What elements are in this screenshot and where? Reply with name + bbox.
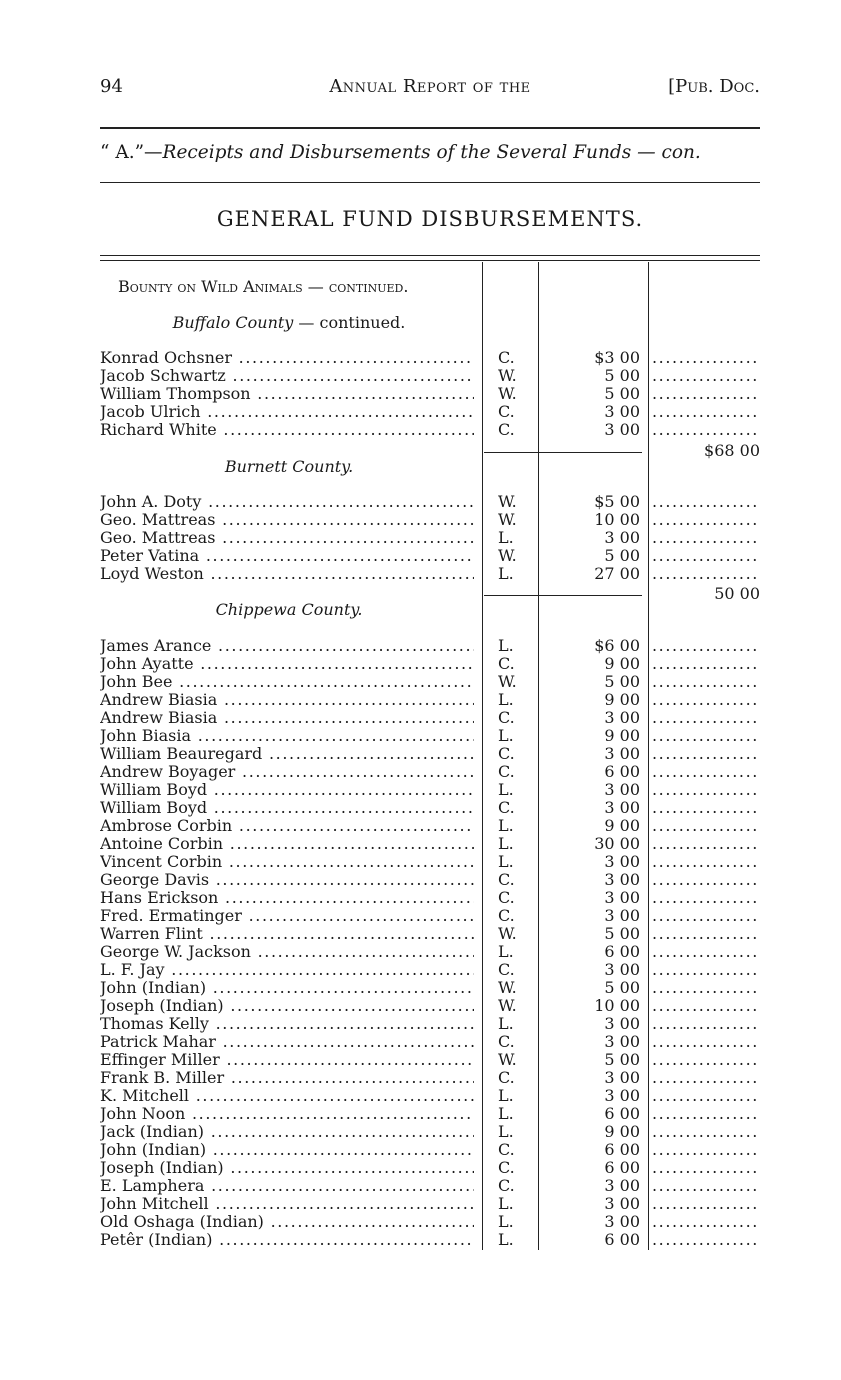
table-row	[100, 727, 760, 745]
leader-dots	[652, 1051, 756, 1069]
animal-code: C.	[498, 870, 515, 889]
animal-code: C.	[498, 762, 515, 781]
leader-dots	[652, 889, 756, 907]
leader-dots	[652, 565, 756, 583]
claimant-name: John Noon .....	[100, 1105, 474, 1123]
table-row	[100, 925, 760, 943]
table-row	[100, 1105, 760, 1123]
bounty-amount: 3 00	[604, 888, 640, 907]
claimant-name: Antoine Corbin .....	[100, 835, 474, 853]
bounty-amount: 3 00	[604, 1212, 640, 1231]
animal-code: C.	[498, 708, 515, 727]
bounty-amount: 3 00	[604, 1194, 640, 1213]
animal-code: C.	[498, 1068, 515, 1087]
animal-code: C.	[498, 654, 515, 673]
claimant-name: E. Lamphera .....	[100, 1177, 474, 1195]
claimant-name: K. Mitchell .....	[100, 1087, 474, 1105]
table-row	[100, 385, 760, 403]
claimant-name: Frank B. Miller .....	[100, 1069, 474, 1087]
bounty-amount: 9 00	[604, 726, 640, 745]
table-top-rule	[100, 255, 760, 261]
table-row	[100, 1069, 760, 1087]
table-row	[100, 511, 760, 529]
leader-dots	[652, 511, 756, 529]
animal-code: L.	[498, 564, 514, 583]
claimant-name: Joseph (Indian) .....	[100, 997, 474, 1015]
page-number: 94	[100, 76, 123, 97]
county-continued: — continued.	[293, 313, 406, 332]
claimant-name: John (Indian) .....	[100, 1141, 474, 1159]
claimant-name: Hans Erickson .....	[100, 889, 474, 907]
leader-dots	[652, 1231, 756, 1249]
table-row	[100, 529, 760, 547]
claimant-name: Thomas Kelly .....	[100, 1015, 474, 1033]
bounty-amount: 3 00	[604, 870, 640, 889]
animal-code: L.	[498, 1212, 514, 1231]
claimant-name: William Boyd .....	[100, 799, 474, 817]
claimant-name: William Boyd .....	[100, 781, 474, 799]
running-title: Annual Report of the	[329, 76, 531, 97]
county-name: Chippewa County.	[215, 600, 363, 619]
leader-dots	[652, 385, 756, 403]
county-name: Burnett County.	[224, 457, 354, 476]
animal-code: C.	[498, 420, 515, 439]
leader-dots	[652, 1033, 756, 1051]
leader-dots	[652, 781, 756, 799]
leader-dots	[652, 493, 756, 511]
animal-code: C.	[498, 1176, 515, 1195]
leader-dots	[652, 997, 756, 1015]
bounty-amount: 3 00	[604, 1176, 640, 1195]
leader-dots	[652, 1105, 756, 1123]
running-head	[100, 76, 760, 100]
bounty-amount: 5 00	[604, 1050, 640, 1069]
claimant-name: Geo. Mattreas .....	[100, 529, 474, 547]
table-row	[100, 763, 760, 781]
table-row	[100, 1051, 760, 1069]
table-row	[100, 1177, 760, 1195]
claimant-name: Geo. Mattreas .....	[100, 511, 474, 529]
bounty-amount: 3 00	[604, 780, 640, 799]
claimant-name: Richard White .....	[100, 421, 474, 439]
table-row	[100, 547, 760, 565]
leader-dots	[652, 1141, 756, 1159]
bounty-amount: 6 00	[604, 1158, 640, 1177]
bounty-amount: 9 00	[604, 654, 640, 673]
animal-code: W.	[498, 546, 517, 565]
bounty-amount: 30 00	[594, 834, 640, 853]
claimant-name: John (Indian) .....	[100, 979, 474, 997]
table-row	[100, 835, 760, 853]
animal-code: C.	[498, 888, 515, 907]
claimant-name: George W. Jackson .....	[100, 943, 474, 961]
claimant-name: William Thompson .....	[100, 385, 474, 403]
table-row	[100, 565, 760, 583]
county-subtotal: $68 00	[704, 441, 760, 460]
leader-dots	[652, 979, 756, 997]
animal-code: C.	[498, 798, 515, 817]
leader-dots	[652, 1069, 756, 1087]
table-row	[100, 1087, 760, 1105]
animal-code: L.	[498, 942, 514, 961]
leader-dots	[652, 691, 756, 709]
animal-code: L.	[498, 1086, 514, 1105]
bounty-amount: 3 00	[604, 744, 640, 763]
caption-rule	[100, 182, 760, 183]
bounty-amount: 3 00	[604, 960, 640, 979]
leader-dots	[652, 763, 756, 781]
leader-dots	[652, 529, 756, 547]
bounty-amount: 3 00	[604, 402, 640, 421]
animal-code: L.	[498, 834, 514, 853]
animal-code: L.	[498, 1014, 514, 1033]
claimant-name: L. F. Jay .....	[100, 961, 474, 979]
bounty-amount: 5 00	[604, 366, 640, 385]
table-row	[100, 871, 760, 889]
bounty-amount: 9 00	[604, 1122, 640, 1141]
table-row	[100, 349, 760, 367]
claimant-name: Andrew Boyager .....	[100, 763, 474, 781]
leader-dots	[652, 1213, 756, 1231]
animal-code: L.	[498, 780, 514, 799]
caption-text: Receipts and Disbursements of the Several Funds — con.	[162, 142, 701, 163]
claimant-name: Ambrose Corbin .....	[100, 817, 474, 835]
subtotal-rule	[484, 452, 642, 453]
table-row	[100, 943, 760, 961]
leader-dots	[652, 907, 756, 925]
leader-dots	[652, 1195, 756, 1213]
animal-code: L.	[498, 528, 514, 547]
claimant-name: Jacob Schwartz .....	[100, 367, 474, 385]
county-heading	[100, 600, 478, 619]
header-rule	[100, 127, 760, 129]
claimant-name: John Mitchell .....	[100, 1195, 474, 1213]
table-row	[100, 889, 760, 907]
table-row	[100, 1141, 760, 1159]
animal-code: W.	[498, 384, 517, 403]
leader-dots	[652, 943, 756, 961]
leader-dots	[652, 925, 756, 943]
bounty-amount: 3 00	[604, 1068, 640, 1087]
bounty-amount: 3 00	[604, 420, 640, 439]
table-row	[100, 367, 760, 385]
bounty-amount: 3 00	[604, 528, 640, 547]
bounty-amount: 10 00	[594, 996, 640, 1015]
county-name: Buffalo County	[172, 313, 294, 332]
table-row	[100, 1015, 760, 1033]
claimant-name: John Ayatte .....	[100, 655, 474, 673]
table-row	[100, 1033, 760, 1051]
animal-code: W.	[498, 672, 517, 691]
animal-code: C.	[498, 402, 515, 421]
bounty-amount: 3 00	[604, 1086, 640, 1105]
leader-dots	[652, 799, 756, 817]
bounty-amount: 5 00	[604, 546, 640, 565]
animal-code: L.	[498, 1104, 514, 1123]
leader-dots	[652, 637, 756, 655]
bounty-amount: 3 00	[604, 906, 640, 925]
claimant-name: Patrick Mahar .....	[100, 1033, 474, 1051]
table-row	[100, 997, 760, 1015]
table-row	[100, 637, 760, 655]
table-row	[100, 691, 760, 709]
animal-code: W.	[498, 978, 517, 997]
leader-dots	[652, 349, 756, 367]
county-heading	[100, 313, 478, 332]
claimant-name: Fred. Ermatinger .....	[100, 907, 474, 925]
leader-dots	[652, 1159, 756, 1177]
bounty-amount: 3 00	[604, 1032, 640, 1051]
table-row	[100, 493, 760, 511]
leader-dots	[652, 1177, 756, 1195]
table-row	[100, 781, 760, 799]
leader-dots	[652, 745, 756, 763]
leader-dots	[652, 421, 756, 439]
claimant-name: William Beauregard .....	[100, 745, 474, 763]
animal-code: W.	[498, 996, 517, 1015]
bounty-amount: 6 00	[604, 1140, 640, 1159]
bounty-amount: 6 00	[604, 942, 640, 961]
animal-code: W.	[498, 510, 517, 529]
leader-dots	[652, 547, 756, 565]
bounty-amount: 5 00	[604, 924, 640, 943]
animal-code: W.	[498, 1050, 517, 1069]
county-subtotal: 50 00	[714, 584, 760, 603]
claimant-name: Loyd Weston .....	[100, 565, 474, 583]
leader-dots	[652, 673, 756, 691]
bounty-amount: 6 00	[604, 1230, 640, 1249]
table-row	[100, 709, 760, 727]
animal-code: L.	[498, 690, 514, 709]
claimant-name: James Arance .....	[100, 637, 474, 655]
animal-code: L.	[498, 1194, 514, 1213]
claimant-name: John Biasia .....	[100, 727, 474, 745]
caption-lead: “ A.”—	[100, 142, 163, 163]
leader-dots	[652, 727, 756, 745]
animal-code: W.	[498, 492, 517, 511]
claimant-name: Effinger Miller .....	[100, 1051, 474, 1069]
animal-code: C.	[498, 1140, 515, 1159]
leader-dots	[652, 871, 756, 889]
table-row	[100, 1195, 760, 1213]
bounty-amount: 5 00	[604, 978, 640, 997]
claimant-name: John Bee .....	[100, 673, 474, 691]
leader-dots	[652, 961, 756, 979]
leader-dots	[652, 853, 756, 871]
animal-code: L.	[498, 636, 514, 655]
subtotal-rule	[484, 595, 642, 596]
section-title: GENERAL FUND DISBURSEMENTS.	[216, 207, 644, 231]
leader-dots	[652, 709, 756, 727]
claimant-name: Old Oshaga (Indian) .....	[100, 1213, 474, 1231]
bounty-amount: 3 00	[604, 1014, 640, 1033]
table-row	[100, 1159, 760, 1177]
bounty-amount: 9 00	[604, 690, 640, 709]
animal-code: C.	[498, 744, 515, 763]
claimant-name: George Davis .....	[100, 871, 474, 889]
table-row	[100, 745, 760, 763]
animal-code: C.	[498, 906, 515, 925]
table-row	[100, 799, 760, 817]
leader-dots	[652, 817, 756, 835]
claimant-name: John A. Doty .....	[100, 493, 474, 511]
animal-code: C.	[498, 1032, 515, 1051]
table-row	[100, 673, 760, 691]
bounty-amount: 3 00	[604, 852, 640, 871]
bounty-amount: 6 00	[604, 1104, 640, 1123]
claimant-name: Jack (Indian) .....	[100, 1123, 474, 1141]
claimant-name: Petêr (Indian) .....	[100, 1231, 474, 1249]
table-row	[100, 1123, 760, 1141]
bounty-amount: 10 00	[594, 510, 640, 529]
claimant-name: Warren Flint .....	[100, 925, 474, 943]
animal-code: W.	[498, 924, 517, 943]
table-row	[100, 1213, 760, 1231]
claimant-name: Andrew Biasia .....	[100, 709, 474, 727]
table-row	[100, 907, 760, 925]
animal-code: W.	[498, 366, 517, 385]
leader-dots	[652, 655, 756, 673]
bounty-amount: $5 00	[594, 492, 640, 511]
animal-code: C.	[498, 348, 515, 367]
animal-code: L.	[498, 1230, 514, 1249]
animal-code: L.	[498, 1122, 514, 1141]
claimant-name: Joseph (Indian) .....	[100, 1159, 474, 1177]
animal-code: C.	[498, 1158, 515, 1177]
leader-dots	[652, 403, 756, 421]
claimant-name: Peter Vatina .....	[100, 547, 474, 565]
leader-dots	[652, 367, 756, 385]
bounty-amount: 6 00	[604, 762, 640, 781]
animal-code: L.	[498, 816, 514, 835]
bounty-heading: Bounty on Wild Animals — continued.	[118, 277, 409, 296]
leader-dots	[652, 835, 756, 853]
bounty-amount: 5 00	[604, 384, 640, 403]
table-row	[100, 403, 760, 421]
table-row	[100, 421, 760, 439]
leader-dots	[652, 1087, 756, 1105]
bounty-amount: 5 00	[604, 672, 640, 691]
claimant-name: Jacob Ulrich .....	[100, 403, 474, 421]
bounty-amount: 3 00	[604, 798, 640, 817]
county-heading	[100, 457, 478, 476]
leader-dots	[652, 1015, 756, 1033]
claimant-name: Vincent Corbin .....	[100, 853, 474, 871]
animal-code: C.	[498, 960, 515, 979]
bounty-amount: 3 00	[604, 708, 640, 727]
table-caption	[100, 142, 760, 163]
bounty-amount: 27 00	[594, 564, 640, 583]
table-row	[100, 961, 760, 979]
table-row	[100, 979, 760, 997]
animal-code: L.	[498, 726, 514, 745]
table-row	[100, 853, 760, 871]
claimant-name: Konrad Ochsner .....	[100, 349, 474, 367]
table-row	[100, 817, 760, 835]
animal-code: L.	[498, 852, 514, 871]
bounty-amount: $6 00	[594, 636, 640, 655]
leader-dots	[652, 1123, 756, 1141]
document-type: [Pub. Doc.	[668, 76, 760, 97]
bounty-amount: $3 00	[594, 348, 640, 367]
table-row	[100, 1231, 760, 1249]
table-row	[100, 655, 760, 673]
bounty-amount: 9 00	[604, 816, 640, 835]
claimant-name: Andrew Biasia .....	[100, 691, 474, 709]
